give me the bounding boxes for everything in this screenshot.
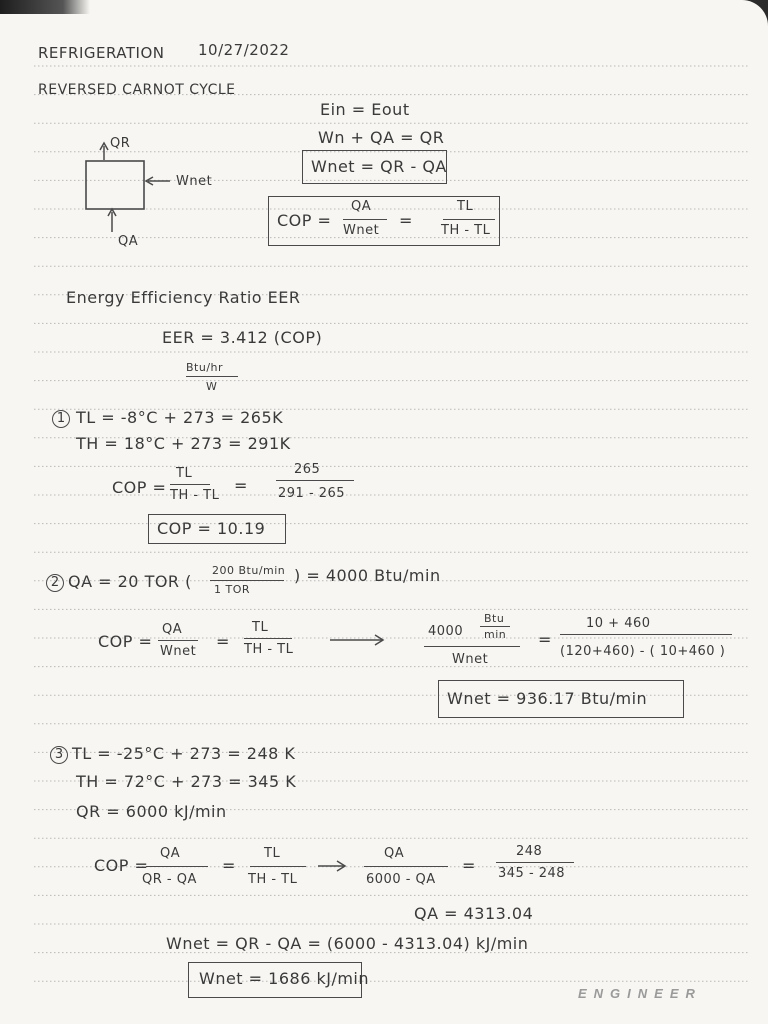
qa-result: QA = 4313.04	[414, 904, 534, 923]
wnet-calculation: Wnet = QR - QA = (6000 - 4313.04) kJ/min	[166, 934, 529, 953]
notebook-brand-logo: ENGINEER	[578, 986, 702, 1001]
cop-lhs: COP =	[112, 478, 167, 497]
th-equation: TH = 72°C + 273 = 345 K	[76, 772, 297, 791]
p3-den-6000-qa: 6000 - QA	[366, 872, 436, 887]
p2-num-qa: QA	[162, 622, 183, 637]
problem-number: 1	[52, 410, 70, 428]
p3-answer: Wnet = 1686 kJ/min	[199, 969, 370, 988]
qa-conversion-rhs: ) = 4000 Btu/min	[294, 566, 441, 585]
section-title: REVERSED CARNOT CYCLE	[38, 82, 236, 98]
energy-balance-2: Wn + QA = QR	[318, 128, 445, 147]
problem-number: 3	[50, 746, 68, 764]
tl-equation: TL = -25°C + 273 = 248 K	[72, 744, 296, 763]
equals-sign: =	[462, 856, 476, 875]
p2-sub-num-min: min	[484, 628, 507, 641]
cop-den-wnet: Wnet	[343, 223, 380, 238]
p2-rhs-num: 10 + 460	[586, 616, 651, 631]
equals-sign: =	[399, 211, 413, 230]
conv-num: 200 Btu/min	[212, 564, 286, 577]
p3-den-th-tl: TH - TL	[248, 872, 298, 887]
p2-answer: Wnet = 936.17 Btu/min	[447, 689, 648, 708]
p1-answer: COP = 10.19	[157, 519, 266, 538]
p3-den-345-248: 345 - 248	[498, 866, 566, 881]
eer-unit-den: W	[206, 380, 218, 393]
equals-sign: =	[222, 856, 236, 875]
p2-rhs-den: (120+460) - ( 10+460 )	[560, 644, 726, 659]
p3-num-248: 248	[516, 844, 543, 859]
cop-lhs: COP =	[277, 211, 332, 230]
p1-num-265: 265	[294, 462, 321, 477]
conv-den: 1 TOR	[214, 583, 251, 596]
p1-num-tl: TL	[176, 466, 193, 481]
cop-num-qa: QA	[351, 199, 372, 214]
fraction-bar	[364, 866, 448, 867]
wnet-equation: Wnet = QR - QA	[311, 157, 447, 176]
qr-value: QR = 6000 kJ/min	[76, 802, 227, 821]
p1-den-th-tl: TH - TL	[170, 488, 220, 503]
equals-sign: =	[538, 630, 552, 649]
eer-unit-num: Btu/hr	[186, 361, 224, 374]
equals-sign: =	[216, 632, 230, 651]
notebook-date: 10/27/2022	[198, 41, 290, 59]
notebook-topic: REFRIGERATION	[38, 44, 165, 62]
cop-lhs: COP =	[94, 856, 149, 875]
tl-equation: TL = -8°C + 273 = 265K	[76, 408, 284, 427]
p2-sub-num-btu: Btu	[484, 612, 505, 625]
p3-num-qa: QA	[160, 846, 181, 861]
p2-den-wnet: Wnet	[160, 644, 197, 659]
th-equation: TH = 18°C + 273 = 291K	[76, 434, 291, 453]
qr-label: QR	[110, 136, 131, 151]
fraction-bar	[496, 862, 574, 863]
p2-num-tl: TL	[252, 620, 269, 635]
answer-box	[188, 962, 370, 998]
p2-sub-num-4000: 4000	[428, 624, 464, 639]
cop-lhs: COP =	[98, 632, 153, 651]
eer-formula: EER = 3.412 (COP)	[162, 328, 323, 347]
p3-num-qa-sub: QA	[384, 846, 405, 861]
equals-sign: =	[234, 476, 248, 495]
qa-label: QA	[118, 234, 139, 249]
p3-den-qr-qa: QR - QA	[142, 872, 197, 887]
wnet-label: Wnet	[176, 174, 213, 189]
energy-balance: Ein = Eout	[320, 100, 410, 119]
problem-number: 2	[46, 574, 64, 592]
p1-den-291-265: 291 - 265	[278, 486, 346, 501]
p2-den-th-tl: TH - TL	[244, 642, 294, 657]
qa-conversion-lhs: QA = 20 TOR (	[68, 572, 192, 591]
eer-heading: Energy Efficiency Ratio EER	[66, 288, 301, 307]
cop-num-tl: TL	[457, 199, 474, 214]
p2-sub-den-wnet: Wnet	[452, 652, 489, 667]
p3-num-tl: TL	[264, 846, 281, 861]
cop-den-th-tl: TH - TL	[441, 223, 491, 238]
